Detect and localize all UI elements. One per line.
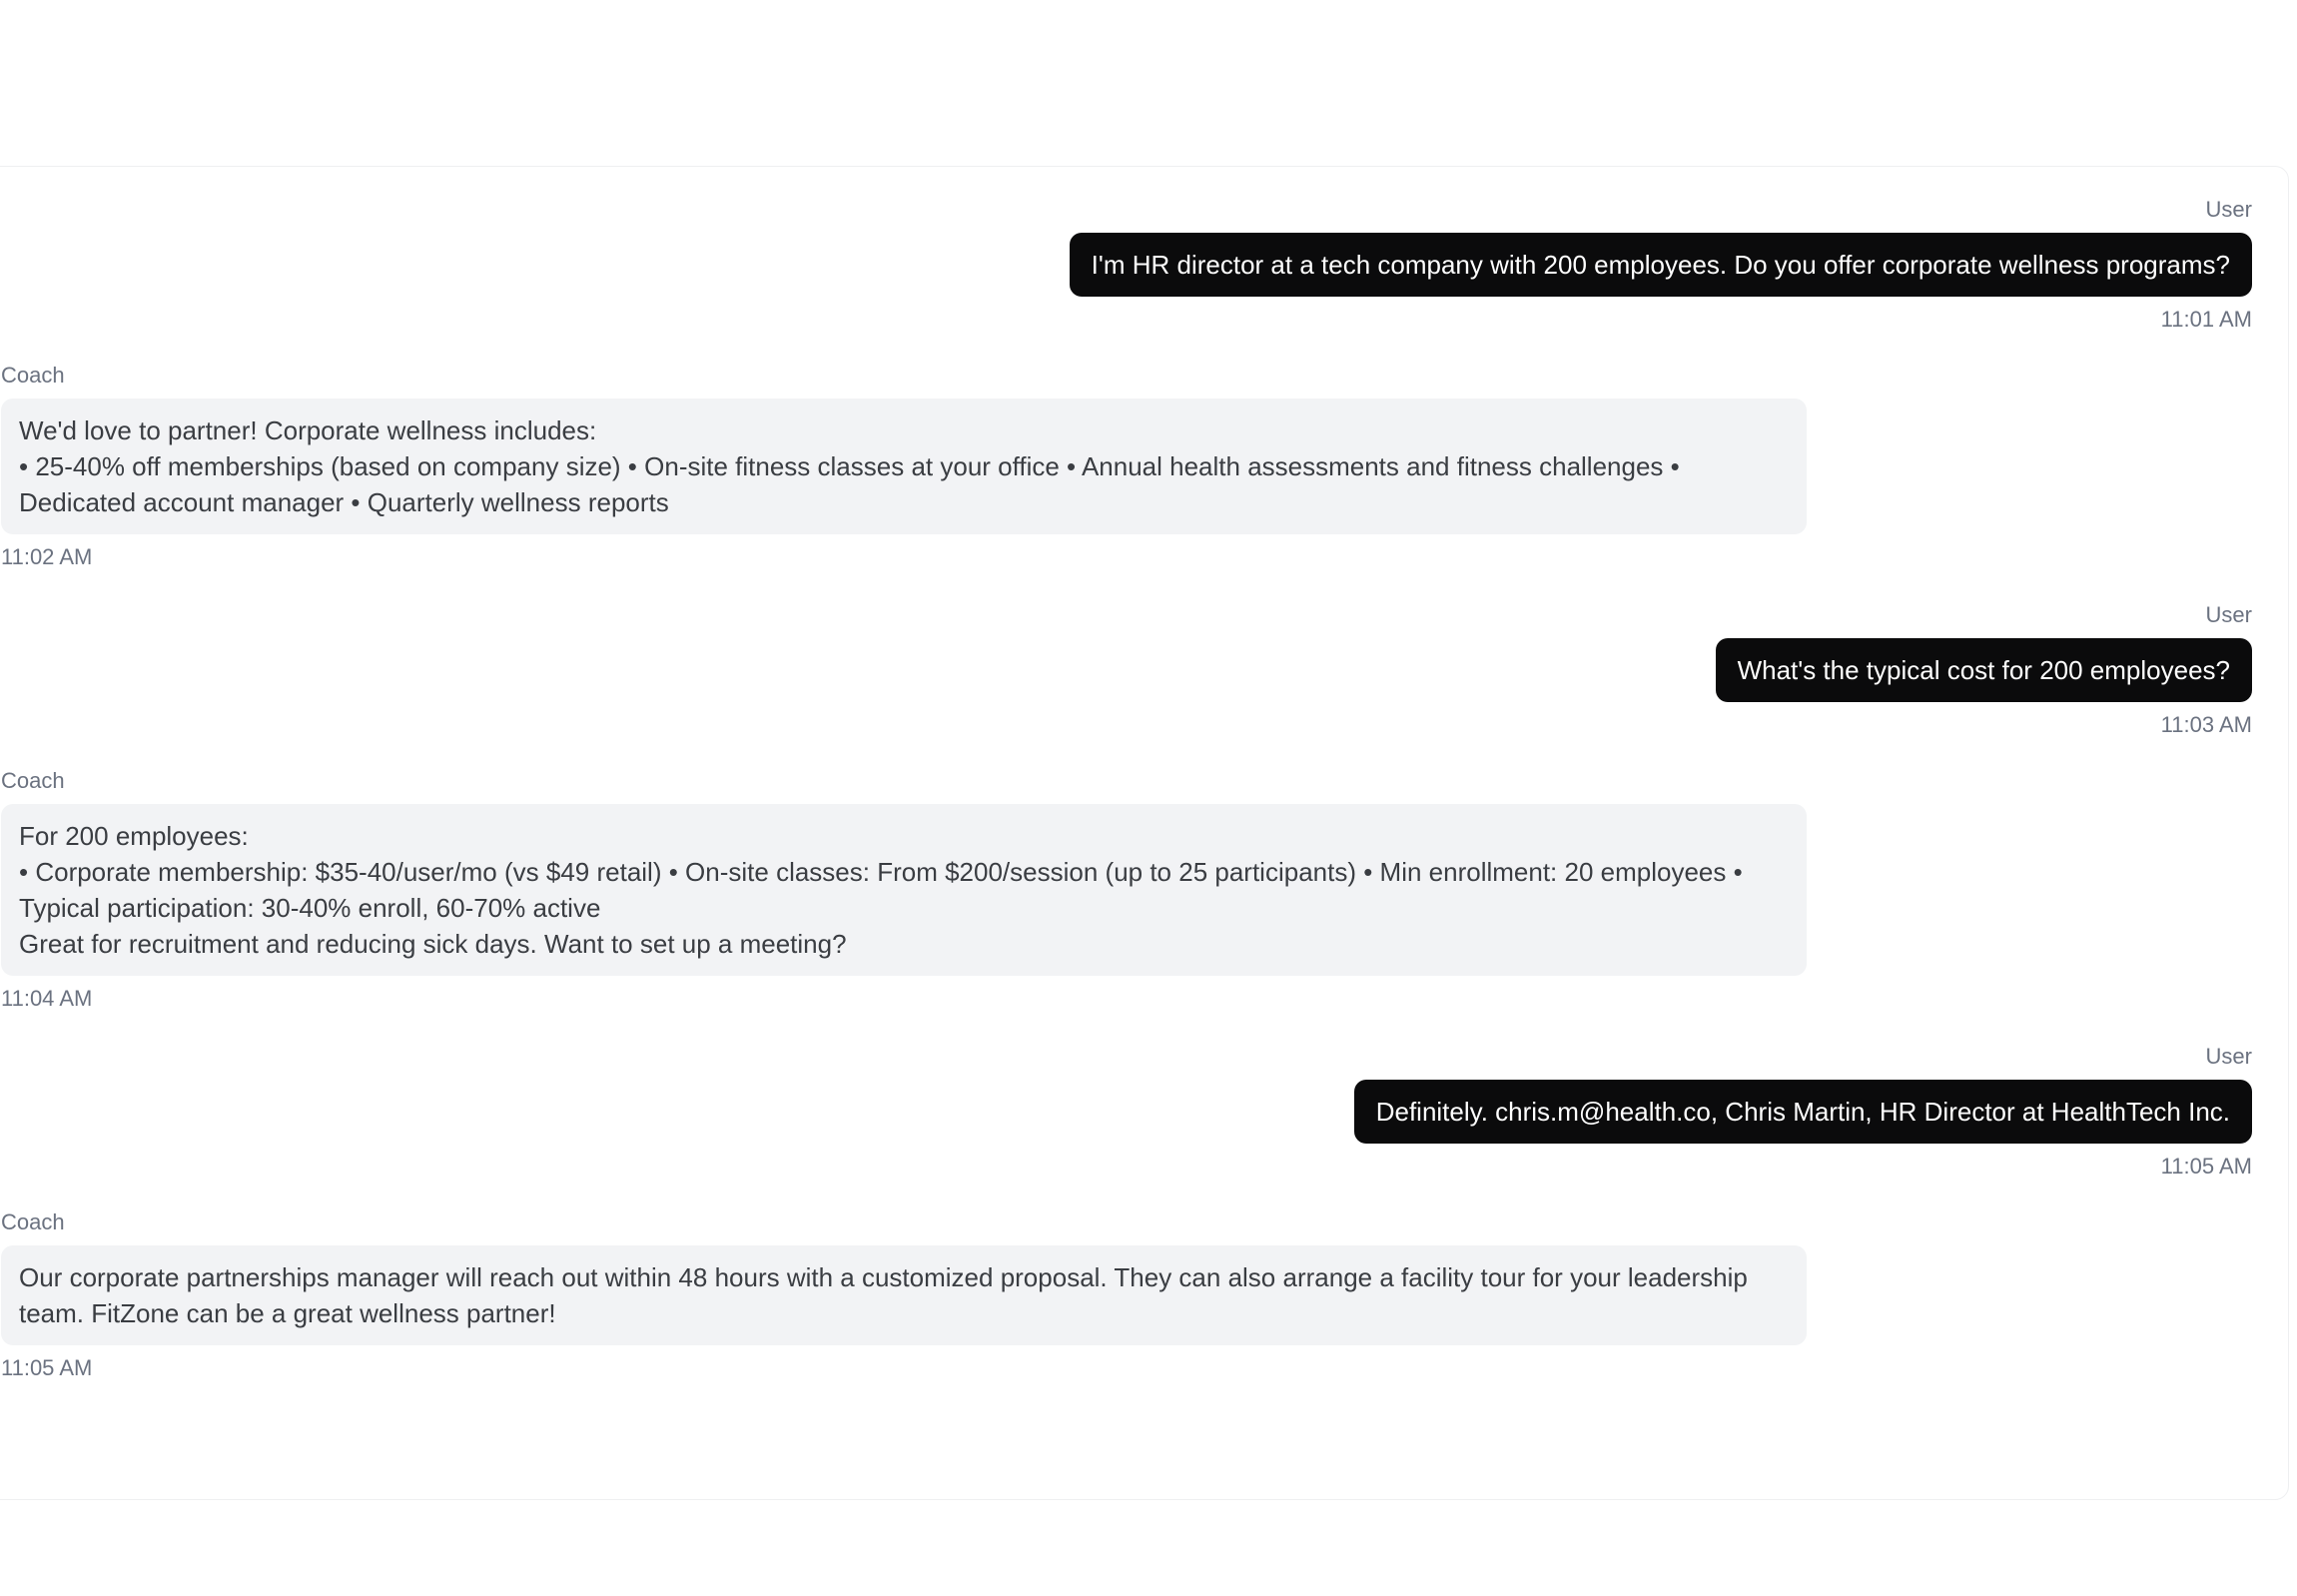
message-timestamp: 11:02 AM bbox=[1, 544, 93, 569]
chat-panel bbox=[0, 166, 2289, 1500]
message-timestamp: 11:01 AM bbox=[2160, 307, 2252, 332]
coach-message-bubble: We'd love to partner! Corporate wellness includes: • 25-40% off memberships (based on company size) • On-site fitness classes at your office • Annual health assessments and fitness challenges • Dedicated account manager • Quarterly wellness reports bbox=[1, 399, 1807, 534]
sender-label: Coach bbox=[1, 363, 65, 388]
coach-message bbox=[1, 1209, 1807, 1381]
user-message bbox=[1354, 1044, 2252, 1180]
sender-label: User bbox=[2205, 602, 2252, 627]
coach-message-bubble: For 200 employees: • Corporate membership: $35-40/user/mo (vs $49 retail) • On-site classes: From $200/session (up to 25 participants) • Min enrollment: 20 employees • Typical participation: 30-40% enroll, 60-70% active Great for recruitment and reducing sick days. Want to set up a meeting? bbox=[1, 804, 1807, 976]
coach-message-bubble: Our corporate partnerships manager will reach out within 48 hours with a customized proposal. They can also arrange a facility tour for your leadership team. FitZone can be a great wellness partner! bbox=[1, 1245, 1807, 1345]
user-message-bubble: I'm HR director at a tech company with 200 employees. Do you offer corporate wellness programs? bbox=[1070, 233, 2252, 297]
sender-label: User bbox=[2205, 197, 2252, 222]
message-timestamp: 11:05 AM bbox=[1, 1355, 93, 1380]
user-message bbox=[1716, 602, 2252, 738]
user-message-bubble: What's the typical cost for 200 employees? bbox=[1716, 638, 2252, 702]
user-message-bubble: Definitely. chris.m@health.co, Chris Martin, HR Director at HealthTech Inc. bbox=[1354, 1080, 2252, 1144]
message-timestamp: 11:03 AM bbox=[2160, 712, 2252, 737]
sender-label: Coach bbox=[1, 1209, 65, 1234]
sender-label: Coach bbox=[1, 768, 65, 793]
message-timestamp: 11:05 AM bbox=[2160, 1154, 2252, 1179]
message-timestamp: 11:04 AM bbox=[1, 986, 93, 1011]
sender-label: User bbox=[2205, 1044, 2252, 1069]
coach-message bbox=[1, 363, 1807, 570]
coach-message bbox=[1, 768, 1807, 1012]
user-message bbox=[1070, 197, 2252, 333]
